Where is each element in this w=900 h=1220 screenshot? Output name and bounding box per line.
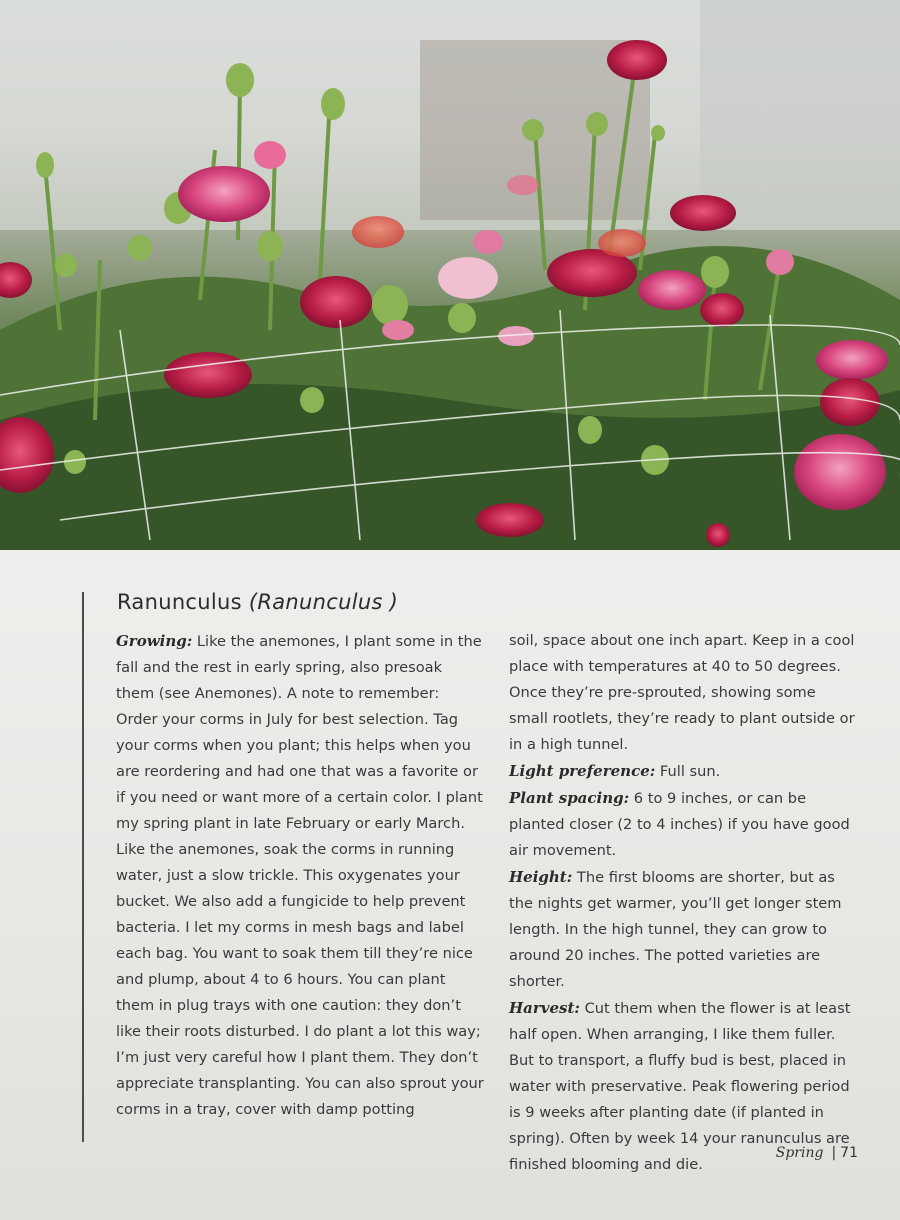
- spacing-label: Plant spacing:: [509, 789, 630, 807]
- light-label: Light preference:: [509, 762, 656, 780]
- light-text: Full sun.: [655, 763, 721, 780]
- folio-separator: |: [831, 1145, 837, 1161]
- height-paragraph: [509, 864, 859, 995]
- title-common-name: Ranunculus: [117, 590, 242, 614]
- section-name: Spring: [775, 1145, 824, 1161]
- title-scientific-name: (Ranunculus ): [248, 590, 399, 614]
- spacing-paragraph: [509, 785, 859, 864]
- spacing-text: 6 to 9 inches, or can be planted closer (2 to 4 inches) if you have good air movement.: [509, 790, 850, 859]
- growing-paragraph: [116, 628, 484, 1123]
- ranunculus-photo-illustration: [0, 0, 900, 550]
- text-column-left: [116, 628, 484, 1123]
- growing-text: Like the anemones, I plant some in the fall and the rest in early spring, also presoak them (see Anemones). A note to remember: Order your corms in July for best selection. Tag your corms when you plant; this helps when you are reordering and had one that was a favorite or if you need or want more of a certain color. I plant my spring plant in late February or early March. Like the anemones, soak the corms in running water, just a slow trickle. This oxygenates your bucket. We also add a fungicide to help prevent bacteria. I let my corms in mesh bags and label each bag. You want to soak them till they’re nice and plump, about 4 to 6 hours. You can plant them in plug trays with one caution: they don’t like their roots disturbed. I do plant a lot this way; I’m just very careful how I plant them. They don’t appreciate transplanting. You can also sprout your corms in a tray, cover with damp potting: [116, 633, 484, 1118]
- text-column-right: [509, 628, 859, 1178]
- light-paragraph: [509, 758, 859, 785]
- height-text: The first blooms are shorter, but as the nights get warmer, you’ll get longer stem length. In the high tunnel, they can grow to around 20 inches. The potted varieties are shorter.: [509, 869, 842, 990]
- harvest-text: Cut them when the flower is at least half open. When arranging, I like them fuller. But to transport, a fluffy bud is best, placed in water with preservative. Peak flowering period is 9 weeks after planting date (if planted in spring). Often by week 14 your ranunculus are finished blooming and die.: [509, 1000, 851, 1173]
- harvest-label: Harvest:: [509, 999, 580, 1017]
- height-label: Height:: [509, 868, 573, 886]
- growing-label: Growing:: [116, 632, 193, 650]
- page-footer: [776, 1145, 858, 1161]
- vertical-rule: [82, 592, 84, 1142]
- flower-photo: [0, 0, 900, 550]
- growing-continued: soil, space about one inch apart. Keep in a cool place with temperatures at 40 to 50 degrees. Once they’re pre-sprouted, showing some small rootlets, they’re ready to plant outside or in a high tunnel.: [509, 632, 855, 753]
- page-title: [117, 590, 398, 614]
- page-number: 71: [840, 1145, 858, 1161]
